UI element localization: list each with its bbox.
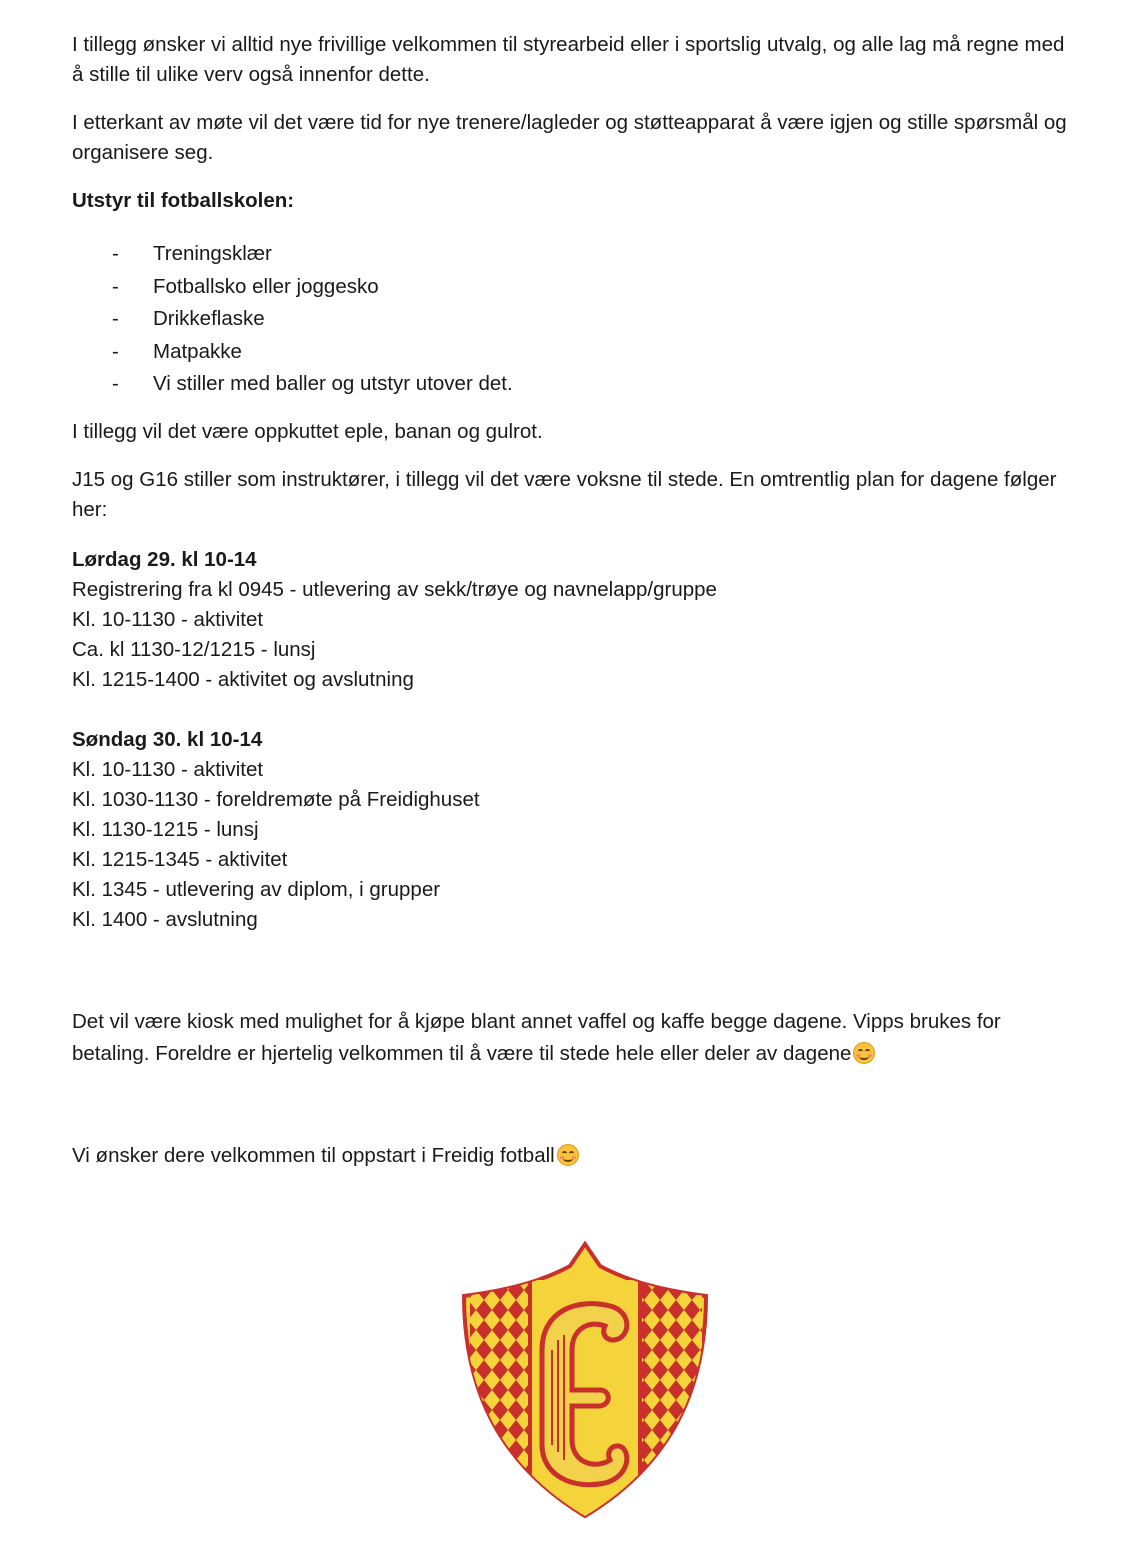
schedule-line: Kl. 10-1130 - aktivitet bbox=[72, 757, 264, 781]
schedule-line: Ca. kl 1130-12/1215 - lunsj bbox=[72, 637, 316, 661]
kiosk-paragraph bbox=[72, 1006, 1072, 1070]
sunday-title: Søndag 30. kl 10-14 bbox=[72, 727, 263, 751]
list-item bbox=[72, 303, 1072, 336]
dash-bullet: - bbox=[112, 274, 119, 298]
dash-bullet: - bbox=[112, 307, 119, 330]
list-item bbox=[72, 238, 1072, 271]
list-item bbox=[72, 271, 1072, 304]
list-item-label: Fotballsko eller joggesko bbox=[153, 274, 379, 298]
schedule-line: Kl. 1400 - avslutning bbox=[72, 907, 258, 931]
equipment-heading: Utstyr til fotballskolen: bbox=[72, 189, 295, 212]
document-page bbox=[72, 30, 1072, 935]
dash-bullet: - bbox=[112, 372, 119, 395]
equipment-list bbox=[72, 238, 1072, 401]
after-meeting-paragraph: I etterkant av møte vil det være tid for nye trenere/lagleder og støtteapparat å være igjen og stille spørsmål og organisere seg. bbox=[72, 111, 1067, 164]
dash-bullet: - bbox=[112, 339, 119, 363]
schedule-line: Kl. 10-1130 - aktivitet bbox=[72, 607, 264, 631]
instructors-paragraph: J15 og G16 stiller som instruktører, i tillegg vil det være voksne til stede. En omtrentlig plan for dagene følger her: bbox=[72, 467, 1057, 521]
list-item bbox=[72, 336, 1072, 369]
schedule-line: Kl. 1345 - utlevering av diplom, i grupper bbox=[72, 877, 441, 901]
schedule-line: Registrering fra kl 0945 - utlevering av sekk/trøye og navnelapp/gruppe bbox=[72, 577, 717, 601]
saturday-schedule bbox=[72, 545, 1072, 695]
list-item-label: Treningsklær bbox=[153, 242, 272, 265]
list-item-label: Vi stiller med baller og utstyr utover det. bbox=[153, 372, 513, 395]
smiling-face-icon bbox=[557, 1144, 579, 1166]
schedule-line: Kl. 1215-1345 - aktivitet bbox=[72, 847, 288, 871]
smiling-face-icon bbox=[853, 1042, 875, 1064]
welcome-text: Vi ønsker dere velkommen til oppstart i Freidig fotball bbox=[72, 1144, 555, 1167]
fruit-paragraph: I tillegg vil det være oppkuttet eple, banan og gulrot. bbox=[72, 419, 543, 443]
schedule-line: Kl. 1215-1400 - aktivitet og avslutning bbox=[72, 667, 414, 691]
sunday-schedule bbox=[72, 725, 1072, 935]
list-item bbox=[72, 368, 1072, 401]
volunteer-paragraph: I tillegg ønsker vi alltid nye frivillige velkommen til styrearbeid eller i sportslig utvalg, og alle lag må regne med å stille til ulike verv også innenfor dette. bbox=[72, 33, 1065, 86]
dash-bullet: - bbox=[112, 242, 119, 265]
welcome-paragraph bbox=[72, 1141, 1072, 1171]
saturday-title: Lørdag 29. kl 10-14 bbox=[72, 547, 257, 571]
list-item-label: Matpakke bbox=[153, 339, 242, 363]
schedule-line: Kl. 1030-1130 - foreldremøte på Freidighuset bbox=[72, 787, 480, 811]
kiosk-text: Det vil være kiosk med mulighet for å kjøpe blant annet vaffel og kaffe begge dagene. Vipps brukes for betaling. Foreldre er hjertelig velkommen til å være til stede hele eller deler av dagene bbox=[72, 1010, 1001, 1065]
schedule-line: Kl. 1130-1215 - lunsj bbox=[72, 817, 259, 841]
list-item-label: Drikkeflaske bbox=[153, 307, 265, 330]
freidig-crest-icon bbox=[460, 1240, 710, 1520]
